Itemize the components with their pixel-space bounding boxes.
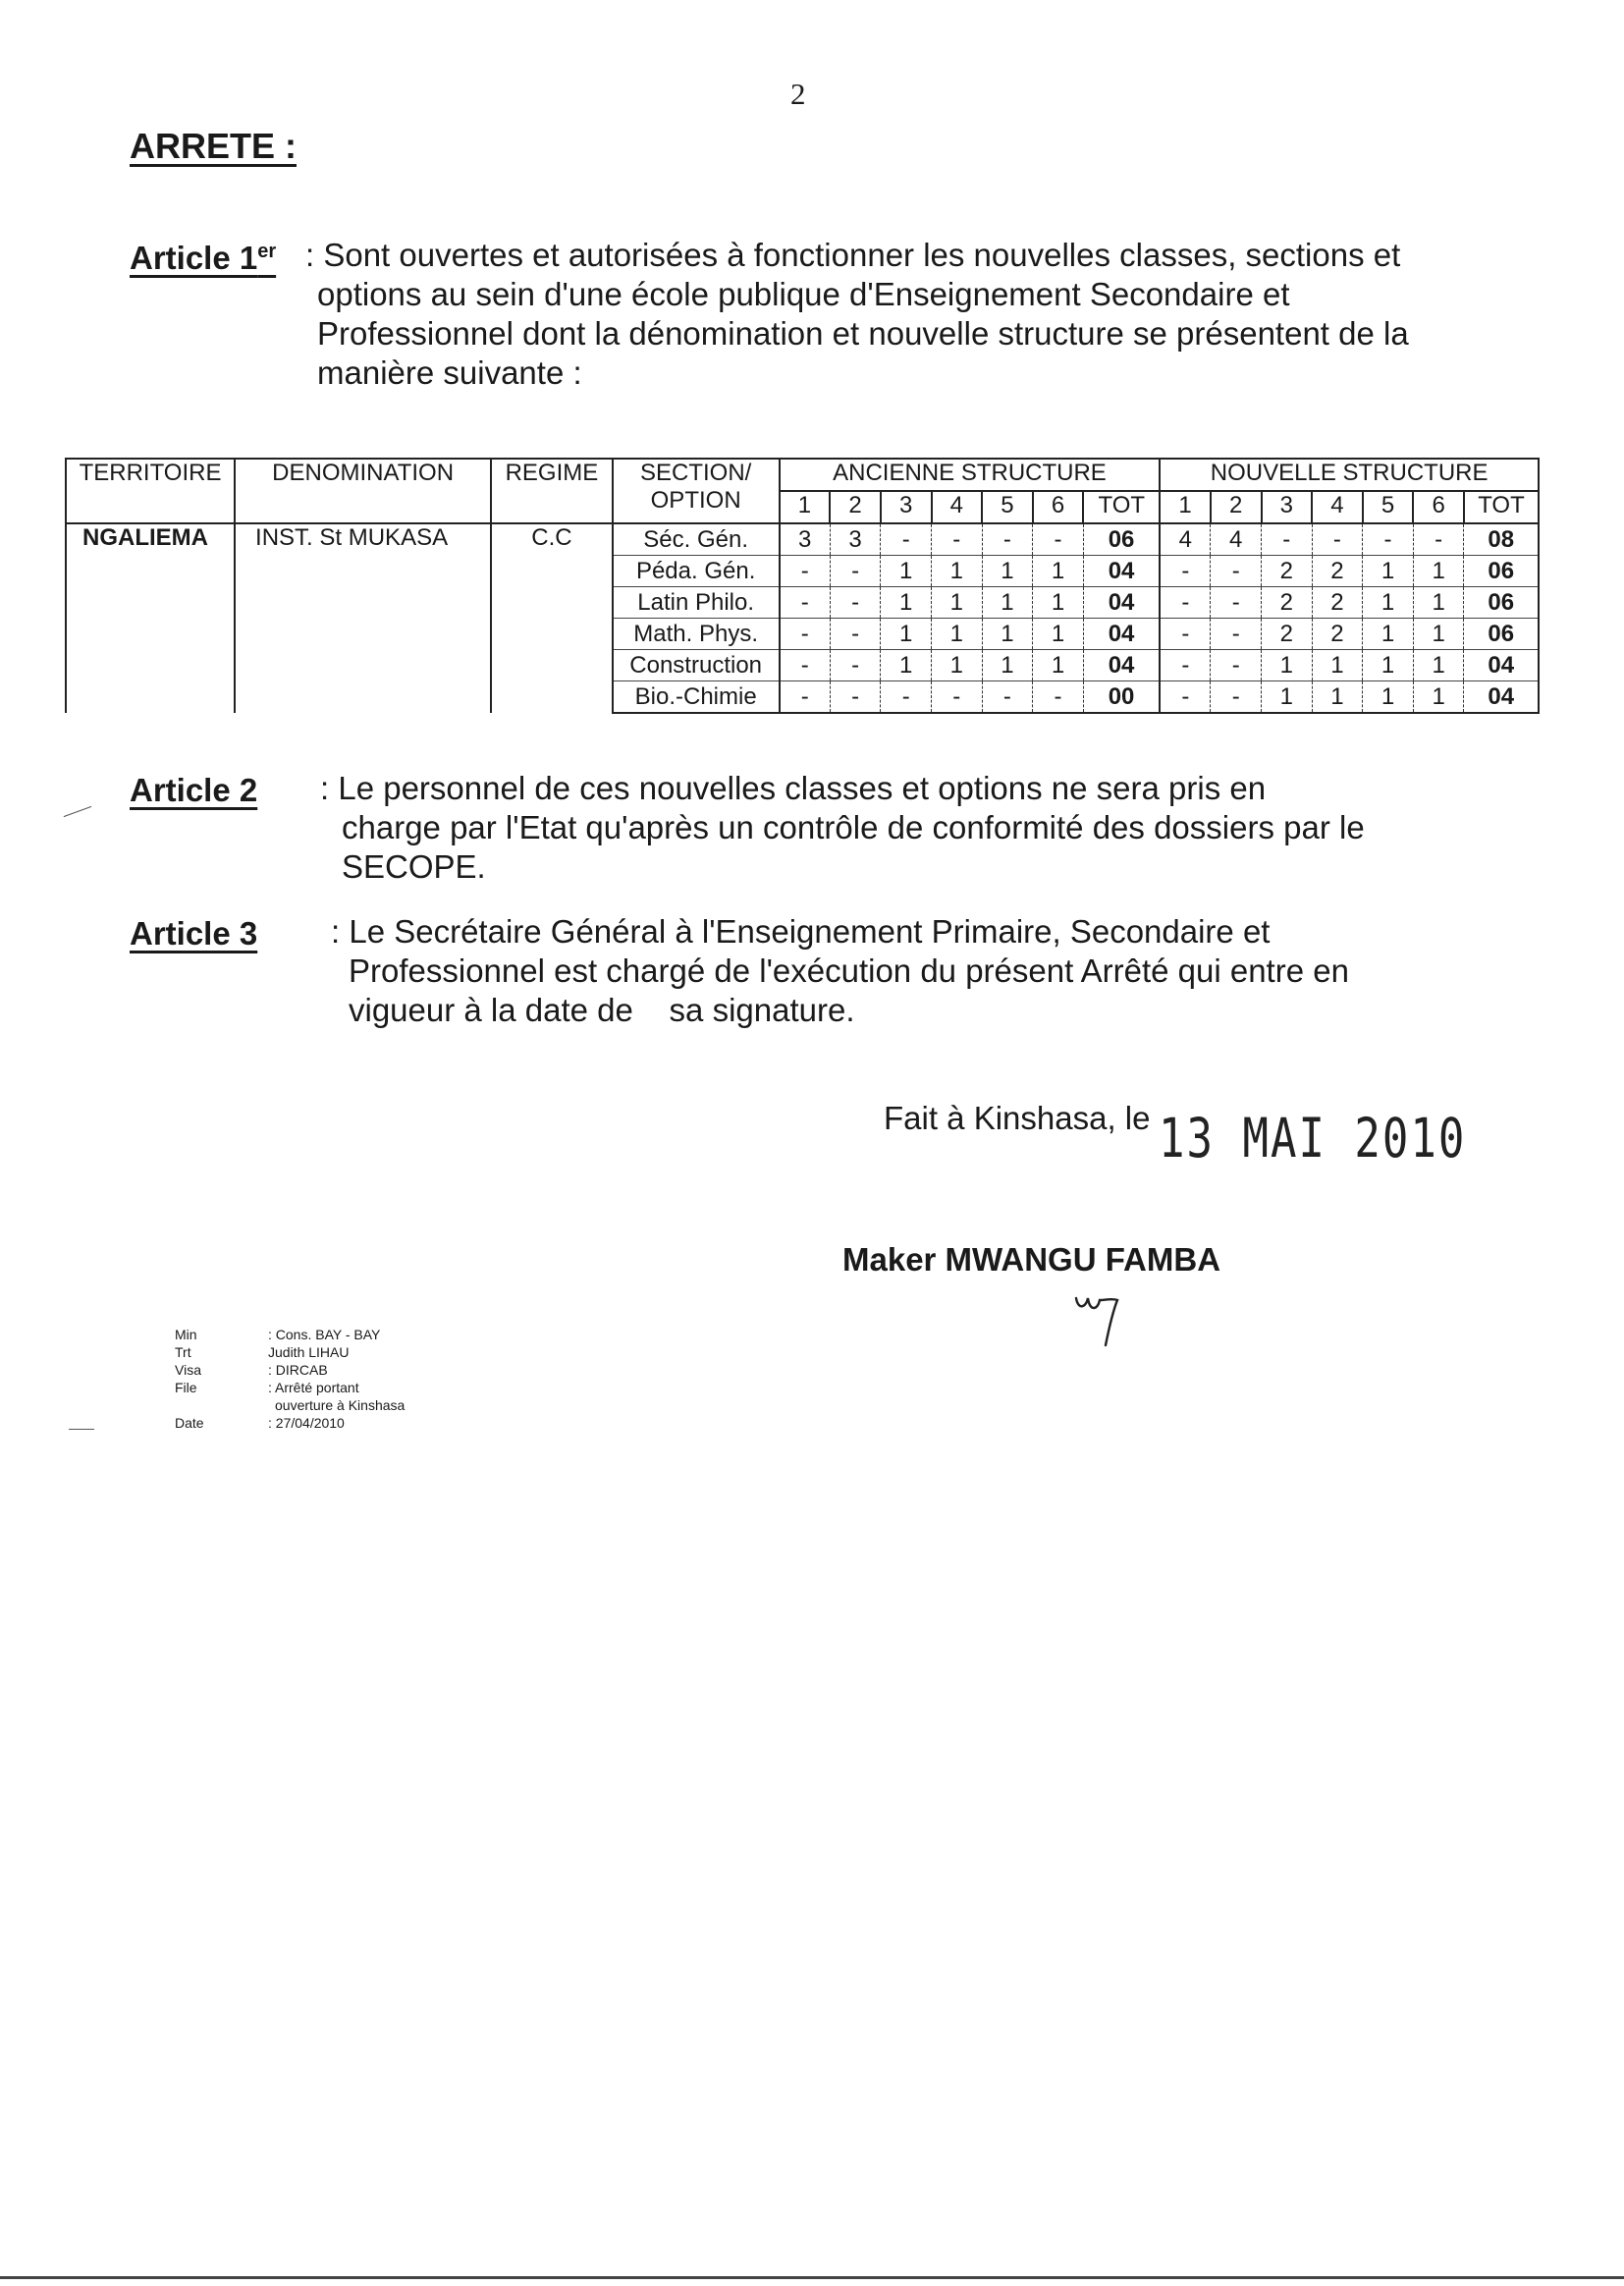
article-2-title: Article 2 [130, 772, 258, 808]
nouvelle-year-cell: 1 [1312, 650, 1363, 681]
section-option-cell: Construction [613, 650, 780, 681]
table-row [66, 523, 1539, 556]
ancienne-year-cell: 1 [1033, 650, 1084, 681]
nouvelle-year-cell: - [1262, 523, 1313, 556]
ancienne-year-cell: - [830, 619, 881, 650]
article-2-line: : Le personnel de ces nouvelles classes et options ne sera pris en [320, 770, 1267, 806]
page-number: 2 [790, 77, 806, 111]
article-1-superscript: er [257, 241, 277, 262]
sub-header: 5 [982, 491, 1033, 523]
ancienne-year-cell: - [830, 587, 881, 619]
routing-note-row: Min : Cons. BAY - BAY [175, 1327, 381, 1342]
routing-note-row: Visa : DIRCAB [175, 1362, 328, 1378]
place-and-date-label: Fait à Kinshasa, le [884, 1100, 1151, 1136]
date-stamp: 13 MAI 2010 [1159, 1108, 1467, 1170]
article-1-line: Professionnel dont la dénomination et nouvelle structure se présentent de la [317, 315, 1409, 352]
structure-table-body [66, 523, 1539, 713]
ancienne-year-cell: 1 [1033, 587, 1084, 619]
article-1-line: manière suivante : [317, 354, 582, 391]
nouvelle-year-cell: - [1160, 650, 1211, 681]
ancienne-total-cell: 04 [1083, 619, 1160, 650]
scan-bottom-edge [0, 2276, 1624, 2279]
structure-table [65, 458, 1540, 714]
ancienne-year-cell: 1 [932, 650, 983, 681]
header-territoire: TERRITOIRE [66, 459, 235, 523]
article-3-line: : Le Secrétaire Général à l'Enseignement Primaire, Secondaire et [331, 913, 1271, 950]
ancienne-year-cell: - [1033, 681, 1084, 714]
nouvelle-year-cell: 1 [1363, 556, 1414, 587]
nouvelle-year-cell: - [1211, 681, 1262, 714]
ancienne-year-cell: - [780, 556, 831, 587]
nouvelle-total-cell: 06 [1464, 619, 1539, 650]
nouvelle-year-cell: 1 [1413, 619, 1464, 650]
article-1-body [305, 236, 1481, 393]
nouvelle-year-cell: 1 [1413, 556, 1464, 587]
article-2-line: SECOPE. [342, 848, 486, 885]
decree-heading: ARRETE : [130, 126, 297, 166]
nouvelle-year-cell: 1 [1262, 650, 1313, 681]
sub-header: 2 [830, 491, 881, 523]
handwritten-signature-icon [1070, 1286, 1149, 1365]
section-option-cell: Latin Philo. [613, 587, 780, 619]
section-option-cell: Péda. Gén. [613, 556, 780, 587]
nouvelle-year-cell: 1 [1312, 681, 1363, 714]
nouvelle-year-cell: 1 [1363, 650, 1414, 681]
nouvelle-total-cell: 08 [1464, 523, 1539, 556]
sub-header: 3 [1262, 491, 1313, 523]
article-3-line: Professionnel est chargé de l'exécution du présent Arrêté qui entre en [349, 952, 1349, 989]
nouvelle-year-cell: - [1160, 556, 1211, 587]
nouvelle-year-cell: 2 [1262, 556, 1313, 587]
ancienne-year-cell: 3 [830, 523, 881, 556]
nouvelle-total-cell: 06 [1464, 556, 1539, 587]
article-1-line: : Sont ouvertes et autorisées à fonctionner les nouvelles classes, sections et [305, 237, 1401, 273]
ancienne-year-cell: - [1033, 523, 1084, 556]
routing-note-row: Date : 27/04/2010 [175, 1415, 345, 1431]
nouvelle-year-cell: - [1211, 556, 1262, 587]
sub-header: 4 [932, 491, 983, 523]
sub-header: TOT [1464, 491, 1539, 523]
ancienne-total-cell: 04 [1083, 650, 1160, 681]
nouvelle-year-cell: - [1312, 523, 1363, 556]
article-3-title: Article 3 [130, 915, 258, 952]
ancienne-year-cell: 1 [932, 587, 983, 619]
section-option-cell: Séc. Gén. [613, 523, 780, 556]
header-section-option: SECTION/ OPTION [613, 459, 780, 523]
section-option-cell: Math. Phys. [613, 619, 780, 650]
article-3-body [331, 912, 1480, 1030]
ancienne-year-cell: 1 [881, 619, 932, 650]
ancienne-year-cell: - [830, 650, 881, 681]
header-denomination: DENOMINATION [235, 459, 491, 523]
ancienne-year-cell: 1 [982, 619, 1033, 650]
ancienne-year-cell: 1 [881, 587, 932, 619]
ancienne-year-cell: - [780, 619, 831, 650]
nouvelle-year-cell: - [1211, 587, 1262, 619]
denomination-cell: INST. St MUKASA [235, 523, 491, 713]
nouvelle-year-cell: 4 [1211, 523, 1262, 556]
nouvelle-year-cell: - [1211, 650, 1262, 681]
nouvelle-year-cell: - [1160, 681, 1211, 714]
ancienne-year-cell: - [982, 523, 1033, 556]
routing-notes [175, 1326, 471, 1432]
ancienne-total-cell: 04 [1083, 556, 1160, 587]
ancienne-year-cell: - [780, 587, 831, 619]
ancienne-year-cell: 1 [881, 556, 932, 587]
sub-header: 4 [1312, 491, 1363, 523]
nouvelle-year-cell: 1 [1363, 587, 1414, 619]
ancienne-year-cell: 3 [780, 523, 831, 556]
nouvelle-year-cell: 4 [1160, 523, 1211, 556]
header-regime: REGIME [491, 459, 612, 523]
section-option-cell: Bio.-Chimie [613, 681, 780, 714]
ancienne-year-cell: 1 [932, 556, 983, 587]
routing-note-row: Trt Judith LIHAU [175, 1344, 350, 1360]
ancienne-year-cell: 1 [1033, 556, 1084, 587]
nouvelle-year-cell: 1 [1413, 587, 1464, 619]
nouvelle-year-cell: - [1160, 587, 1211, 619]
scan-mark [64, 806, 92, 817]
article-2-body [320, 769, 1481, 887]
nouvelle-year-cell: 1 [1413, 681, 1464, 714]
article-1-line: options au sein d'une école publique d'Enseignement Secondaire et [317, 276, 1290, 312]
nouvelle-year-cell: - [1160, 619, 1211, 650]
nouvelle-total-cell: 04 [1464, 681, 1539, 714]
nouvelle-year-cell: - [1211, 619, 1262, 650]
sub-header: 3 [881, 491, 932, 523]
sub-header: 6 [1413, 491, 1464, 523]
ancienne-year-cell: - [932, 681, 983, 714]
routing-note-row: ouverture à Kinshasa [275, 1397, 406, 1413]
routing-note-row: File : Arrêté portant [175, 1380, 359, 1395]
nouvelle-year-cell: 1 [1363, 681, 1414, 714]
nouvelle-total-cell: 06 [1464, 587, 1539, 619]
ancienne-year-cell: 1 [982, 556, 1033, 587]
nouvelle-year-cell: 1 [1363, 619, 1414, 650]
ancienne-year-cell: - [932, 523, 983, 556]
nouvelle-year-cell: 2 [1312, 619, 1363, 650]
sub-header: TOT [1083, 491, 1160, 523]
header-ancienne-structure: ANCIENNE STRUCTURE [780, 459, 1161, 491]
regime-cell: C.C [491, 523, 612, 713]
ancienne-year-cell: 1 [982, 650, 1033, 681]
ancienne-year-cell: - [830, 556, 881, 587]
nouvelle-year-cell: 1 [1262, 681, 1313, 714]
nouvelle-year-cell: - [1363, 523, 1414, 556]
ancienne-year-cell: - [780, 650, 831, 681]
nouvelle-year-cell: - [1413, 523, 1464, 556]
nouvelle-total-cell: 04 [1464, 650, 1539, 681]
sub-header: 6 [1033, 491, 1084, 523]
ancienne-total-cell: 04 [1083, 587, 1160, 619]
sub-header: 5 [1363, 491, 1414, 523]
scan-mark [69, 1429, 94, 1430]
nouvelle-year-cell: 2 [1262, 619, 1313, 650]
ancienne-year-cell: 1 [881, 650, 932, 681]
sub-header: 1 [780, 491, 831, 523]
article-2-line: charge par l'Etat qu'après un contrôle de conformité des dossiers par le [342, 809, 1365, 845]
article-3-line: vigueur à la date de sa signature. [349, 992, 855, 1028]
header-nouvelle-structure: NOUVELLE STRUCTURE [1160, 459, 1539, 491]
sub-header: 1 [1160, 491, 1211, 523]
ancienne-total-cell: 00 [1083, 681, 1160, 714]
article-1-title: Article 1er [130, 240, 277, 276]
ancienne-year-cell: - [881, 523, 932, 556]
ancienne-year-cell: 1 [982, 587, 1033, 619]
territoire-cell: NGALIEMA [66, 523, 235, 713]
nouvelle-year-cell: 2 [1312, 556, 1363, 587]
ancienne-year-cell: - [830, 681, 881, 714]
ancienne-year-cell: 1 [932, 619, 983, 650]
nouvelle-year-cell: 2 [1312, 587, 1363, 619]
ancienne-year-cell: - [881, 681, 932, 714]
signatory-name: Maker MWANGU FAMBA [842, 1241, 1221, 1278]
ancienne-year-cell: - [982, 681, 1033, 714]
nouvelle-year-cell: 1 [1413, 650, 1464, 681]
nouvelle-year-cell: 2 [1262, 587, 1313, 619]
ancienne-year-cell: 1 [1033, 619, 1084, 650]
ancienne-year-cell: - [780, 681, 831, 714]
ancienne-total-cell: 06 [1083, 523, 1160, 556]
sub-header: 2 [1211, 491, 1262, 523]
